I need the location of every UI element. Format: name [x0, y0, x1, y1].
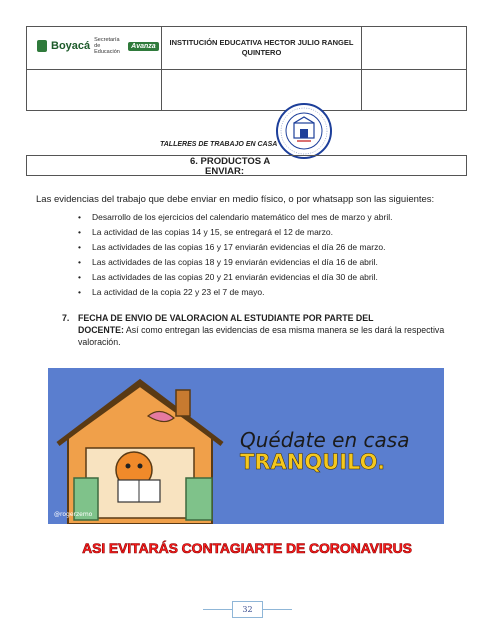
logo-avanza: Avanza [128, 42, 159, 51]
section7-body: Así como entregan las evidencias de esa misma manera se les dará la respectiva valoración. [78, 325, 445, 347]
section7-number: 7. [62, 313, 70, 323]
logo-secretaria: Secretaría de Educación [94, 37, 120, 55]
boyaca-logo [37, 37, 159, 55]
header-empty-cell [362, 27, 467, 70]
list-item: • Desarrollo de los ejercicios del calendario matemático del mes de marzo y abril. [78, 210, 392, 225]
page-number: 32 [232, 601, 263, 618]
banner-credit: @rogerzemo [54, 511, 93, 518]
institution-line1: INSTITUCIÓN EDUCATIVA HECTOR JULIO RANGEL [169, 38, 354, 47]
section7-title-b: DOCENTE: [78, 325, 124, 335]
section7-title-a: FECHA DE ENVIO DE VALORACION AL ESTUDIANTE POR PARTE DEL [78, 313, 374, 323]
slogan: ASI EVITARÁS CONTAGIARTE DE CORONAVIRUS [82, 540, 412, 556]
header-table [26, 26, 467, 111]
empty-cell-3 [362, 70, 467, 111]
list-item: • La actividad de las copias 14 y 15, se entregará el 12 de marzo. [78, 225, 392, 240]
list-item: • La actividad de la copia 22 y 23 el 7 de mayo. [78, 285, 392, 300]
intro-paragraph: Las evidencias del trabajo que debe enviar en medio físico, o por whatsapp son las siguientes: [36, 194, 435, 205]
section6-line1: 6. PRODUCTOS A [190, 156, 271, 167]
institution-line2: QUINTERO [241, 48, 282, 57]
list-item: • Las actividades de las copias 20 y 21 enviarán evidencias el día 30 de abril. [78, 270, 392, 285]
logo-boyaca: Boyacá [51, 40, 91, 52]
logo-cell [27, 27, 162, 70]
empty-cell-1 [27, 70, 162, 111]
institution-name [162, 27, 362, 70]
list-item: • Las actividades de las copias 16 y 17 enviarán evidencias el día 26 de marzo. [78, 240, 392, 255]
school-seal-icon [275, 102, 333, 160]
list-item: • Las actividades de las copias 18 y 19 enviarán evidencias el día 16 de abril. [78, 255, 392, 270]
section7 [62, 312, 452, 348]
section6-line2: ENVIAR: [205, 166, 245, 177]
banner-line2: TRANQUILO. [240, 450, 386, 474]
crest-icon [37, 40, 47, 52]
banner-line1: Quédate en casa [240, 428, 410, 452]
stay-home-banner [48, 368, 444, 524]
talleres-label: TALLERES DE TRABAJO EN CASA [160, 141, 278, 148]
evidence-list [78, 210, 392, 300]
section6-title [190, 157, 270, 177]
